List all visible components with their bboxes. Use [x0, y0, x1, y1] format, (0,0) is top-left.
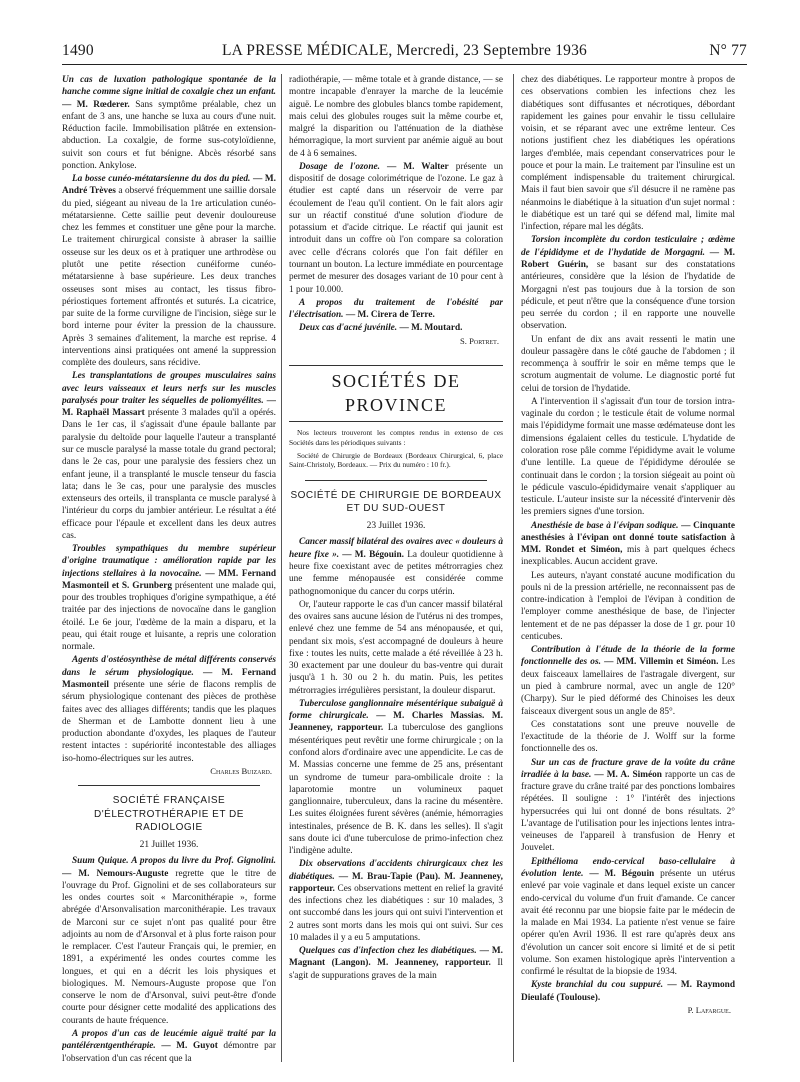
issue-number: N° 77: [709, 42, 747, 59]
article: A propos d'un cas de leucémie aiguë traité par la pantéléræntgenthérapie. — M. Guyot démontre par l'observation d'un cas récent que la: [62, 1028, 276, 1064]
page-number: 1490: [62, 42, 94, 59]
society-heading: SOCIÉTÉ DE CHIRURGIE DE BORDEAUX ET DU SUD-OUEST: [290, 489, 502, 515]
session-date: 23 Juillet 1936.: [366, 520, 426, 531]
article-continued: radiothérapie, — même totale et à grande distance, — se montre incapable d'enrayer la marche de la leucémie aiguë. Le nombre des globules blancs tombe rapidement, mais celui des globules rouges suit la même courbe et, malgré la disparition ou l'atténuation de la diathèse hémorragique, la mort survient par anémie aiguë au bout de 4 à 6 semaines.: [289, 75, 503, 159]
signature: P. Lafargue.: [687, 1004, 731, 1015]
article: Anesthésie de base à l'évipan sodique. — Cinquante anesthésies à l'évipan ont donné toute satisfaction à MM. Rondet et Siméon, mis à part quelques échecs inexplicables. Aucun accident grave.: [521, 520, 735, 568]
article: Les transplantations de groupes musculaires sains avec leurs vaisseaux et leurs nerfs sur les muscles paralysés pour traiter les séquelles de poliomyélites. — M. Raphaël Massart présente 3 malades qu'il a opérés. Dans le 1er cas, il s'agissait d'une épaule ballante par paralysie du deltoïde pour laquelle l'auteur a transplanté sur ce muscle paralysé la masse totale du grand pectoral; dans le 2e cas, pour une paralysie des fessiers chez un enfant jeune, il a transplanté le muscle tenseur du fascia lata; dans le 3e cas, pour une paralysie des muscles extenseurs des orteils, il transplanta ce muscle paralysé à l'intérieur du corps du jambier antérieur. Le résultat a été efficace pour l'épaule et excellent dans les deux autres cas.: [62, 371, 276, 541]
session-date: 21 Juillet 1936.: [139, 839, 199, 850]
page-header: [62, 40, 747, 65]
column-2: [289, 74, 503, 1064]
editorial-note: Société de Chirurgie de Bordeaux (Bordeaux Chirurgical, 6, place Saint-Christoly, Bordeaux. — Prix du numéro : 10 fr.).: [289, 450, 503, 470]
article: Contribution à l'étude de la théorie de la forme fonctionnelle des os. — MM. Villemin et Siméon. Les deux faisceaux lamellaires de l'astragale divergent, sur un pied à cambrure normal, avec un angle de 120° (Charpy). Sur le pied déformé des Chinoises les deux faisceaux divergent sous un angle de 85°.: [521, 645, 735, 717]
paragraph: A l'intervention il s'agissait d'un tour de torsion intra-vaginale du cordon ; le testicule était de volume normal mais l'épididyme formait une masse œdémateuse dont les dimensions égalaient celles du testicule. L'hydatide de coloration rose pâle comme l'épididyme avait le volume d'une lentille. La queue de l'épididyme déroulée se continuait dans le cordon ; la torsion siégeait au point où le pédicule vasculo-épididymaire venait s'appliquer au testicule. L'auteur insiste sur la nécessité d'intervenir dès les premiers signes d'une torsion.: [521, 396, 735, 518]
editorial-note: Nos lecteurs trouveront les comptes rendus in extenso de ces Sociétés dans les périodiques suivants :: [289, 428, 503, 448]
article: Un cas de luxation pathologique spontanée de la hanche comme signe initial de coxalgie chez un enfant. — M. Rœderer. Sans symptôme préalable, chez un enfant de 3 ans, une hanche se luxa au cours d'une nuit. Réduction facile. Immobilisation plâtrée en extension-abduction. La coxalgie, de forme sus-cotyloïdienne, suivit son cours et fut bénigne. Abcès résorbé sans ponction. Ankylose.: [62, 75, 276, 171]
article-continued: chez des diabétiques. Le rapporteur montre à propos de ces observations combien les infections chez les diabétiques sont diffusantes et nécrotiques, débordant rapidement les gaines pour envahir le tissu cellulaire voisin, et se réparant avec une extrême lenteur. Ces notions justifient chez les diabétiques les opérations larges d'emblée, mais cependant conservatrices pour le pouce et pour la main. Le traitement par l'insuline est un complément indispensable du traitement chirurgical. Mais il faut bien savoir que s'il désucre il ne ramène pas néanmoins le diabétique à la situation d'un sujet normal : le diabétique est un taré qui se défend mal, limite mal l'infection, répare mal les dégâts.: [521, 75, 735, 233]
article: Kyste branchial du cou suppuré. — M. Raymond Dieulafé (Toulouse).: [521, 980, 735, 1003]
article: Deux cas d'acné juvénile. — M. Moutard.: [299, 323, 463, 334]
article: Epithélioma endo-cervical baso-cellulaire à évolution lente. — M. Bégouin présente un utérus enlevé par voie vaginale et dans lequel existe un cancer endo-cervical du volume d'un fruit d'amande. Ce cancer avait été reconnu par une biopsie faite par le médecin de la malade en Mai 1934. La patiente n'est venue se faire opérer qu'en Avril 1936. Il est rare qu'après deux ans d'évolution un cancer soit encore si limité et de si petit volume. Son examen histologique après l'intervention a confirmé le résultat de la biopsie de 1934.: [521, 856, 735, 978]
paragraph: Un enfant de dix ans avait ressenti le matin une douleur passagère dans le côté gauche de l'abdomen ; il recommença à souffrir le soir en même temps que le scrotum augmentait de volume. Le diagnostic porté fut celui de torsion de l'hydatide.: [521, 334, 735, 394]
paragraph: Or, l'auteur rapporte le cas d'un cancer massif bilatéral des ovaires sans aucune lésion de l'utérus ni des trompes, enlevé chez une femme de 54 ans ménopausée, et qui, pendant six mois, s'est accompagné de douleurs à heure fixe : toutes les nuits, cette malade a été réveillée à 23 h. 30 exactement par une douleur du bas-ventre qui durait jusqu'à 1 h. 30 ou 2 h. du matin. Puis, les petites métrorragies irrégulières persistant, la douleur disparut.: [289, 599, 503, 696]
column-1: [62, 74, 276, 1064]
column-divider: [281, 74, 282, 1062]
article: Sur un cas de fracture grave de la voûte du crâne irradiée à la base. — M. A. Siméon rapporte un cas de fracture grave du crâne traité par des ponctions lombaires répétées. Il souligne : 1° l'intérêt des injections hypersucrées qui lui ont donné de bons résultats. 2° L'avantage de l'utilisation pour les injections lentes intra-veineuses de l'appareil à transfusion de Henry et Jouvelet.: [521, 757, 735, 854]
column-divider: [513, 74, 514, 1062]
article: Quelques cas d'infection chez les diabétiques. — M. Magnant (Langon). M. Jeanneney, rapporteur. Il s'agit de suppurations graves de la main: [289, 946, 503, 981]
society-heading: SOCIÉTÉ FRANÇAISE D'ÉLECTROTHÉRAPIE ET DE RADIOLOGIE: [94, 795, 244, 834]
article: Troubles sympathiques du membre supérieur d'origine traumatique : amélioration rapide par les injections stellaires à la novocaïne. — MM. Fernand Masmonteil et S. Grunberg présentent une malade qui, pour des troubles trophiques d'origine sympathique, a été traitée par des injections de novocaïne dans le ganglion étoilé. Le 6e jour, l'œdème de la main a disparu, et la peau, qui était rouge et luisante, a repris une coloration normale.: [62, 544, 276, 653]
article: Tuberculose ganglionnaire mésentérique subaiguë à forme chirurgicale. — M. Charles Massias. M. Jeanneney, rapporteur. La tuberculose des ganglions mésentériques peut revêtir une forme chirurgicale ; on la confond alors d'ordinaire avec une appendicite. Le cas de M. Massias concerne une femme de 25 ans, présentant un syndrome de tumeur para-ombilicale droite : la laparotomie montre un volumineux paquet ganglionnaire, tuberculeux, dans la racine du mésentère. Les suites éloignées furent sévères (anémie, hémorragies intestinales, présence de B. K. dans les selles). Il s'agit sans doute ici d'une tuberculose de primo-infection chez l'indigène adulte.: [289, 698, 503, 857]
article: La bosse cunéo-métatarsienne du dos du pied. — M. André Trèves a observé fréquemment une saillie dorsale du pied, siégeant au niveau de la 1re articulation cunéo-métatarsienne. Cette saillie peut devenir douloureuse chez les femmes et constituer une gêne pour la marche. Le traitement chirurgical consiste à abraser la saillie osseuse sur les deux os et à pratiquer une arthrodèse ou plutôt une petite résection cunéiforme cunéo-métatarsienne à base supérieure. Les deux tranches osseuses sont mises au contact, les tissus fibro-périostiques fortement affrontés et suturés. La cicatrice, par suite de la forme curviligne de l'incision, siège sur le bord interne pour éviter la pression de la chaussure. Après 3 semaines d'alitement, la marche est reprise. 4 interventions ainsi pratiquées ont amené la suppression complète des douleurs, sans récidive.: [62, 174, 276, 369]
column-3: [521, 74, 735, 1064]
paragraph: Ces constatations sont une preuve nouvelle de l'exactitude de la théorie de J. Wolff sur la forme fonctionnelle des os.: [521, 719, 735, 755]
section-divider: [78, 785, 260, 786]
article: Cancer massif bilatéral des ovaires avec « douleurs à heure fixe ». — M. Bégouin. La douleur quotidienne à heure fixe coexistant avec de petites métrorragies chez une femme ménopausée est considérée comme pathognomonique du cancer du corps utérin.: [289, 537, 503, 597]
article: A propos du traitement de l'obésité par l'électrisation. — M. Cirera de Terre.: [289, 297, 503, 321]
paragraph: Les auteurs, n'ayant constaté aucune modification du pouls ni de la pression artérielle, ne reconnaissent pas de contre-indication à l'emploi de l'évipan à condition de l'employer comme anesthésique de base, de l'injecter lentement et de ne pas dépasser la dose de 1 gr. pour 10 centicubes.: [521, 570, 735, 642]
signature: S. Portret.: [460, 335, 499, 346]
article: Agents d'ostéosynthèse de métal différents conservés dans le sérum physiologique. — M. Fernand Masmonteil présente une série de flacons remplis de sérum physiologique contenant des pièces de prothèse faites avec des alliages différents; tandis que les plaques de Sherman et de Lambotte donnent lieu à une production abondante d'oxydes, les plaques de l'auteur restent intactes : supériorité incontestable des alliages iso-homo-électriques sur les autres.: [62, 655, 276, 764]
article: Dix observations d'accidents chirurgicaux chez les diabétiques. — M. Brau-Tapie (Pau). M. Jeanneney, rapporteur. Ces observations mettent en relief la gravité des infections chez les diabétiques : sur 10 malades, 3 ont succombé dans les jours qui ont suivi l'intervention et 2 autres sont morts dans les mois qui ont suivi. Sur ces 10 malades il y a eu 5 amputations.: [289, 859, 503, 943]
section-title: SOCIÉTÉS DE PROVINCE: [289, 365, 503, 423]
section-divider: [305, 480, 487, 481]
signature: Charles Buizard.: [210, 765, 272, 776]
article: Dosage de l'ozone. — M. Walter présente un dispositif de dosage colorimétrique de l'ozone. Le gaz à étudier est capté dans un réservoir de verre par écoulement de l'eau qu'il contient. On le fait alors agir sur un réactif constitué d'une solution d'iodure de potassium et d'acide citrique. Le réactif qui jaunit est introduit dans un coffre où l'on compare sa coloration avec celle d'écrans colorés que l'on fait défiler en tournant un bouton. La lecture immédiate en pourcentage permet de mesurer des dosages variant de 10 pour cent à 1 pour 10.000.: [289, 161, 503, 295]
article: Torsion incomplète du cordon testiculaire ; œdème de l'épididyme et de l'hydatide de Morgagni. — M. Robert Guérin, se basant sur des constatations antérieures, considère que la lésion de l'hydatide de Morgagni n'est pas toujours due à la torsion de son pédicule, et peut n'être que la conséquence d'une torsion peu serrée du cordon ; il en rapporte une nouvelle observation.: [521, 235, 735, 332]
journal-title: LA PRESSE MÉDICALE, Mercredi, 23 Septembre 1936: [222, 42, 587, 59]
article: Suum Quique. A propos du livre du Prof. Gignolini. — M. Nemours-Auguste regrette que le titre de l'ouvrage du Prof. Gignolini et de ses collaborateurs sur les ondes courtes soit « Marconithérapie », forme abrégée d'Arsonvalisation marconithérapie. Les travaux de Marconi sur ce sujet n'ont pas qualité pour être adjoints au nom de d'Arsonval et à plus forte raison pour le remplacer. C'est l'auteur Français qui, le premier, en 1891, a expérimenté les ondes courtes comme les longues, et qui en a décrit les lois physiques et biologiques. M. Nemours-Auguste propose que l'on conserve le nom de d'Arsonval, suivi peut-être d'onde courte pour désigner cette modalité des applications des courants de haute fréquence.: [62, 856, 276, 1026]
